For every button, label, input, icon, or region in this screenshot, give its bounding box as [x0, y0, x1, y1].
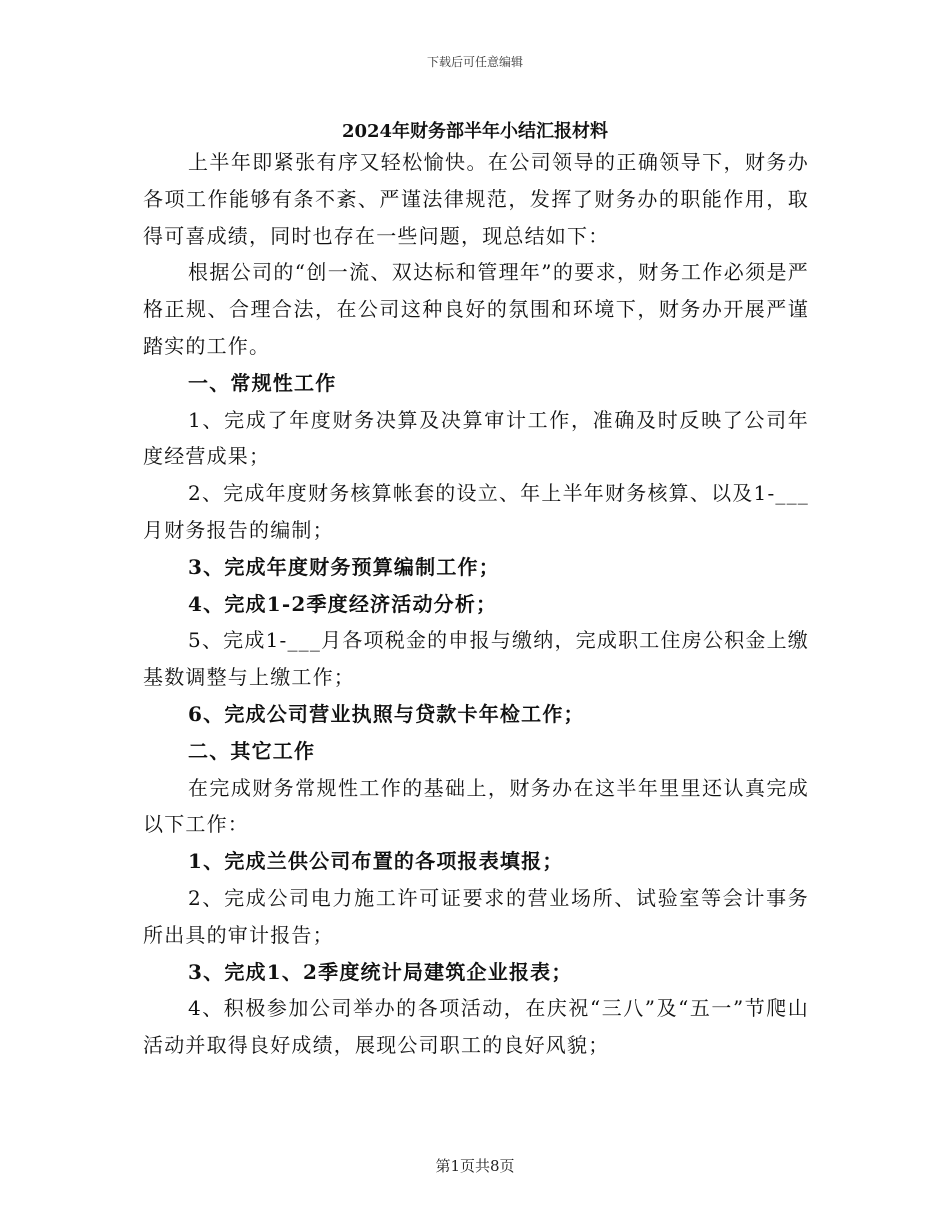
- page-header-note: 下载后可任意编辑: [426, 55, 523, 69]
- routine-item-4: 4、完成1-2季度经济活动分析；: [188, 591, 498, 616]
- other-item-4: 4、积极参加公司举办的各项活动，在庆祝“三八”及“五一”节爬山活动并取得良好成绩，展现公司职工的良好风貌；: [143, 996, 809, 1058]
- other-item-1: 1、完成兰供公司布置的各项报表填报；: [188, 849, 564, 874]
- section-heading-other-work: 二、其它工作: [188, 738, 316, 763]
- requirements-paragraph: 根据公司的“创一流、双达标和管理年”的要求，财务工作必须是严格正规、合理合法，在公司这种良好的氛围和环境下，财务办开展严谨踏实的工作。: [143, 260, 809, 358]
- page-number-footer: 第1页共8页: [435, 1157, 515, 1175]
- intro-paragraph: 上半年即紧张有序又轻松愉快。在公司领导的正确领导下，财务办各项工作能够有条不紊、严谨法律规范，发挥了财务办的职能作用，取得可喜成绩，同时也存在一些问题，现总结如下：: [143, 150, 809, 248]
- other-item-3: 3、完成1、2季度统计局建筑企业报表；: [188, 959, 573, 984]
- routine-item-3: 3、完成年度财务预算编制工作；: [188, 554, 500, 579]
- section-heading-routine-work: 一、常规性工作: [188, 370, 337, 395]
- routine-item-2: 2、完成年度财务核算帐套的设立、年上半年财务核算、以及1-___月财务报告的编制；: [143, 481, 809, 542]
- document-title: 2024年财务部半年小结汇报材料: [341, 121, 609, 142]
- routine-item-5: 5、完成1-___月各项税金的申报与缴纳，完成职工住房公积金上缴基数调整与上缴工作；: [143, 628, 809, 690]
- other-work-intro: 在完成财务常规性工作的基础上，财务办在这半年里里还认真完成以下工作：: [143, 775, 809, 837]
- routine-item-6: 6、完成公司营业执照与贷款卡年检工作；: [188, 701, 585, 726]
- document-body: [143, 144, 809, 1064]
- routine-item-1: 1、完成了年度财务决算及决算审计工作，准确及时反映了公司年度经营成果；: [143, 407, 809, 469]
- other-item-2: 2、完成公司电力施工许可证要求的营业场所、试验室等会计事务所出具的审计报告；: [143, 885, 809, 947]
